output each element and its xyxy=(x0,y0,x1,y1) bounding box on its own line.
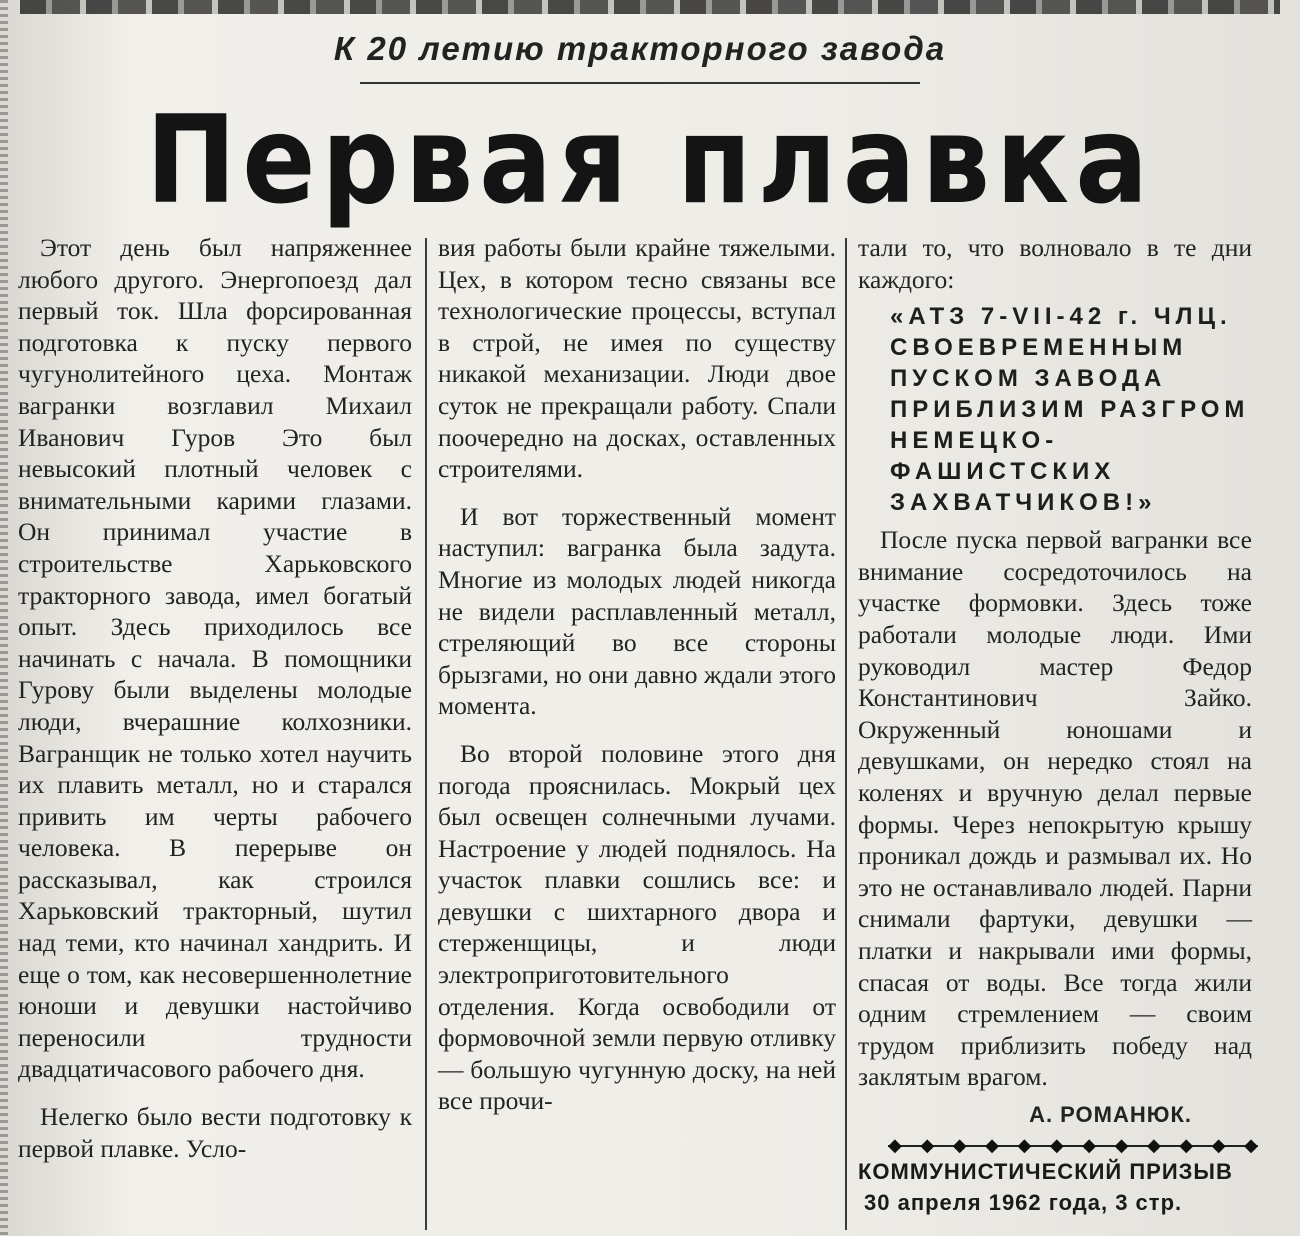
article-column-3 xyxy=(858,232,1258,1218)
paragraph: Во второй половине этого дня погода прояснилась. Мокрый цех был освещен солнечными лучами. Настроение у людей поднялось. На участок плавки сошлись все: и девушки с шихтарного двора и стерженщицы, и люди электроприготовительного отделения. Когда освободили от формовочной земли первую отливку — большую чугунную доску, на ней все прочи- xyxy=(438,738,836,1116)
diamond-icon: ◆ xyxy=(888,1135,902,1156)
diamond-icon: ◆ xyxy=(1147,1135,1161,1156)
diamond-icon: ◆ xyxy=(1049,1135,1064,1156)
paragraph: Нелегко было вести подготовку к первой плавке. Усло- xyxy=(18,1102,412,1163)
headline: Первая плавка xyxy=(145,91,1155,232)
paragraph: И вот торжественный момент наступил: вагранка была задута. Многие из молодых людей никогда не видели расплавленный металл, стреляющий во все стороны брызгами, но они давно ждали этого момента. xyxy=(438,501,836,721)
source-citation xyxy=(858,1156,1252,1218)
diamond-icon: ◆ xyxy=(1082,1135,1097,1156)
telegram-quote: «АТЗ 7-VII-42 г. ЧЛЦ. СВОЕВРЕМЕННЫМ ПУСКОМ ЗАВОДА ПРИБЛИЗИМ РАЗГРОМ НЕМЕЦКО-ФАШИСТСКИХ ЗАХВАТЧИКОВ!» xyxy=(890,303,1250,517)
diamond-icon: ◆ xyxy=(1017,1135,1032,1156)
paragraph: тали то, что волновало в те дни каждого: xyxy=(858,233,1252,294)
paragraph: Этот день был напряженнее любого другого. Энергопоезд дал первый ток. Шла форсированная подготовка к пуску первого чугунолитейного цеха. Монтаж вагранки возглавил Михаил Иванович Гуров Это был невысокий плотный человек с внимательными карими глазами. Он принимал участие в строительстве Харьковского тракторного завода, имел богатый опыт. Здесь приходилось все начинать с начала. В помощники Гурову были выделены молодые люди, вчерашние колхозники. Вагранщик не только хотел научить их плавить металл, но и старался привить им черты рабочего человека. В перерыве он рассказывал, как строился Харьковский тракторный, шутил над теми, кто начинал хандрить. И еще о том, как несовершеннолетние юноши и девушки настойчиво переносили трудности двадцатичасового рабочего дня. xyxy=(18,233,412,1084)
diamond-icon: ◆ xyxy=(920,1135,935,1156)
kicker-line: К 20 летию тракторного завода xyxy=(333,30,947,67)
diamond-icon: ◆ xyxy=(1244,1135,1258,1156)
paragraph: После пуска первой вагранки все внимание сосредоточилось на участке формовки. Здесь тоже работали молодые люди. Ими руководил мастер Федор Константинович Зайко. Окруженный юношами и девушками, он нередко стоял на коленях и вручную делал первые формы. Через непокрытую крышу проникал дождь и размывал их. Но это не останавливало людей. Парни снимали фартуки, девушки — платки и накрывали ими формы, спасая от воды. Все тогда жили одним стремлением — своим трудом приблизить победу над заклятым врагом. xyxy=(858,525,1252,1092)
diamond-icon: ◆ xyxy=(952,1135,967,1156)
page-edge xyxy=(0,0,8,1236)
article-column-2 xyxy=(438,232,836,1117)
diamond-icon: ◆ xyxy=(1114,1135,1129,1156)
article-column-1 xyxy=(18,232,412,1164)
diamond-icon: ◆ xyxy=(1211,1135,1226,1156)
author-signature: А. РОМАНЮК. xyxy=(1029,1101,1192,1127)
source-newspaper-name: КОММУНИСТИЧЕСКИЙ ПРИЗЫВ xyxy=(858,1159,1233,1185)
top-border-rule xyxy=(20,0,1280,14)
column-divider xyxy=(425,238,427,1230)
column-divider xyxy=(845,238,847,1230)
source-date: 30 апреля 1962 года, 3 стр. xyxy=(864,1190,1183,1216)
kicker-underline xyxy=(360,82,920,84)
diamond-icon: ◆ xyxy=(1179,1135,1194,1156)
paragraph: вия работы были крайне тяжелыми. Цех, в котором тесно связаны все технологические процессы, вступал в строй, не имея по существу никакой механизации. Люди двое суток не прекращали работу. Спали поочередно на досках, оставленных строителями. xyxy=(438,233,836,484)
diamond-icon: ◆ xyxy=(985,1135,999,1156)
ornamental-divider xyxy=(888,1135,1258,1156)
